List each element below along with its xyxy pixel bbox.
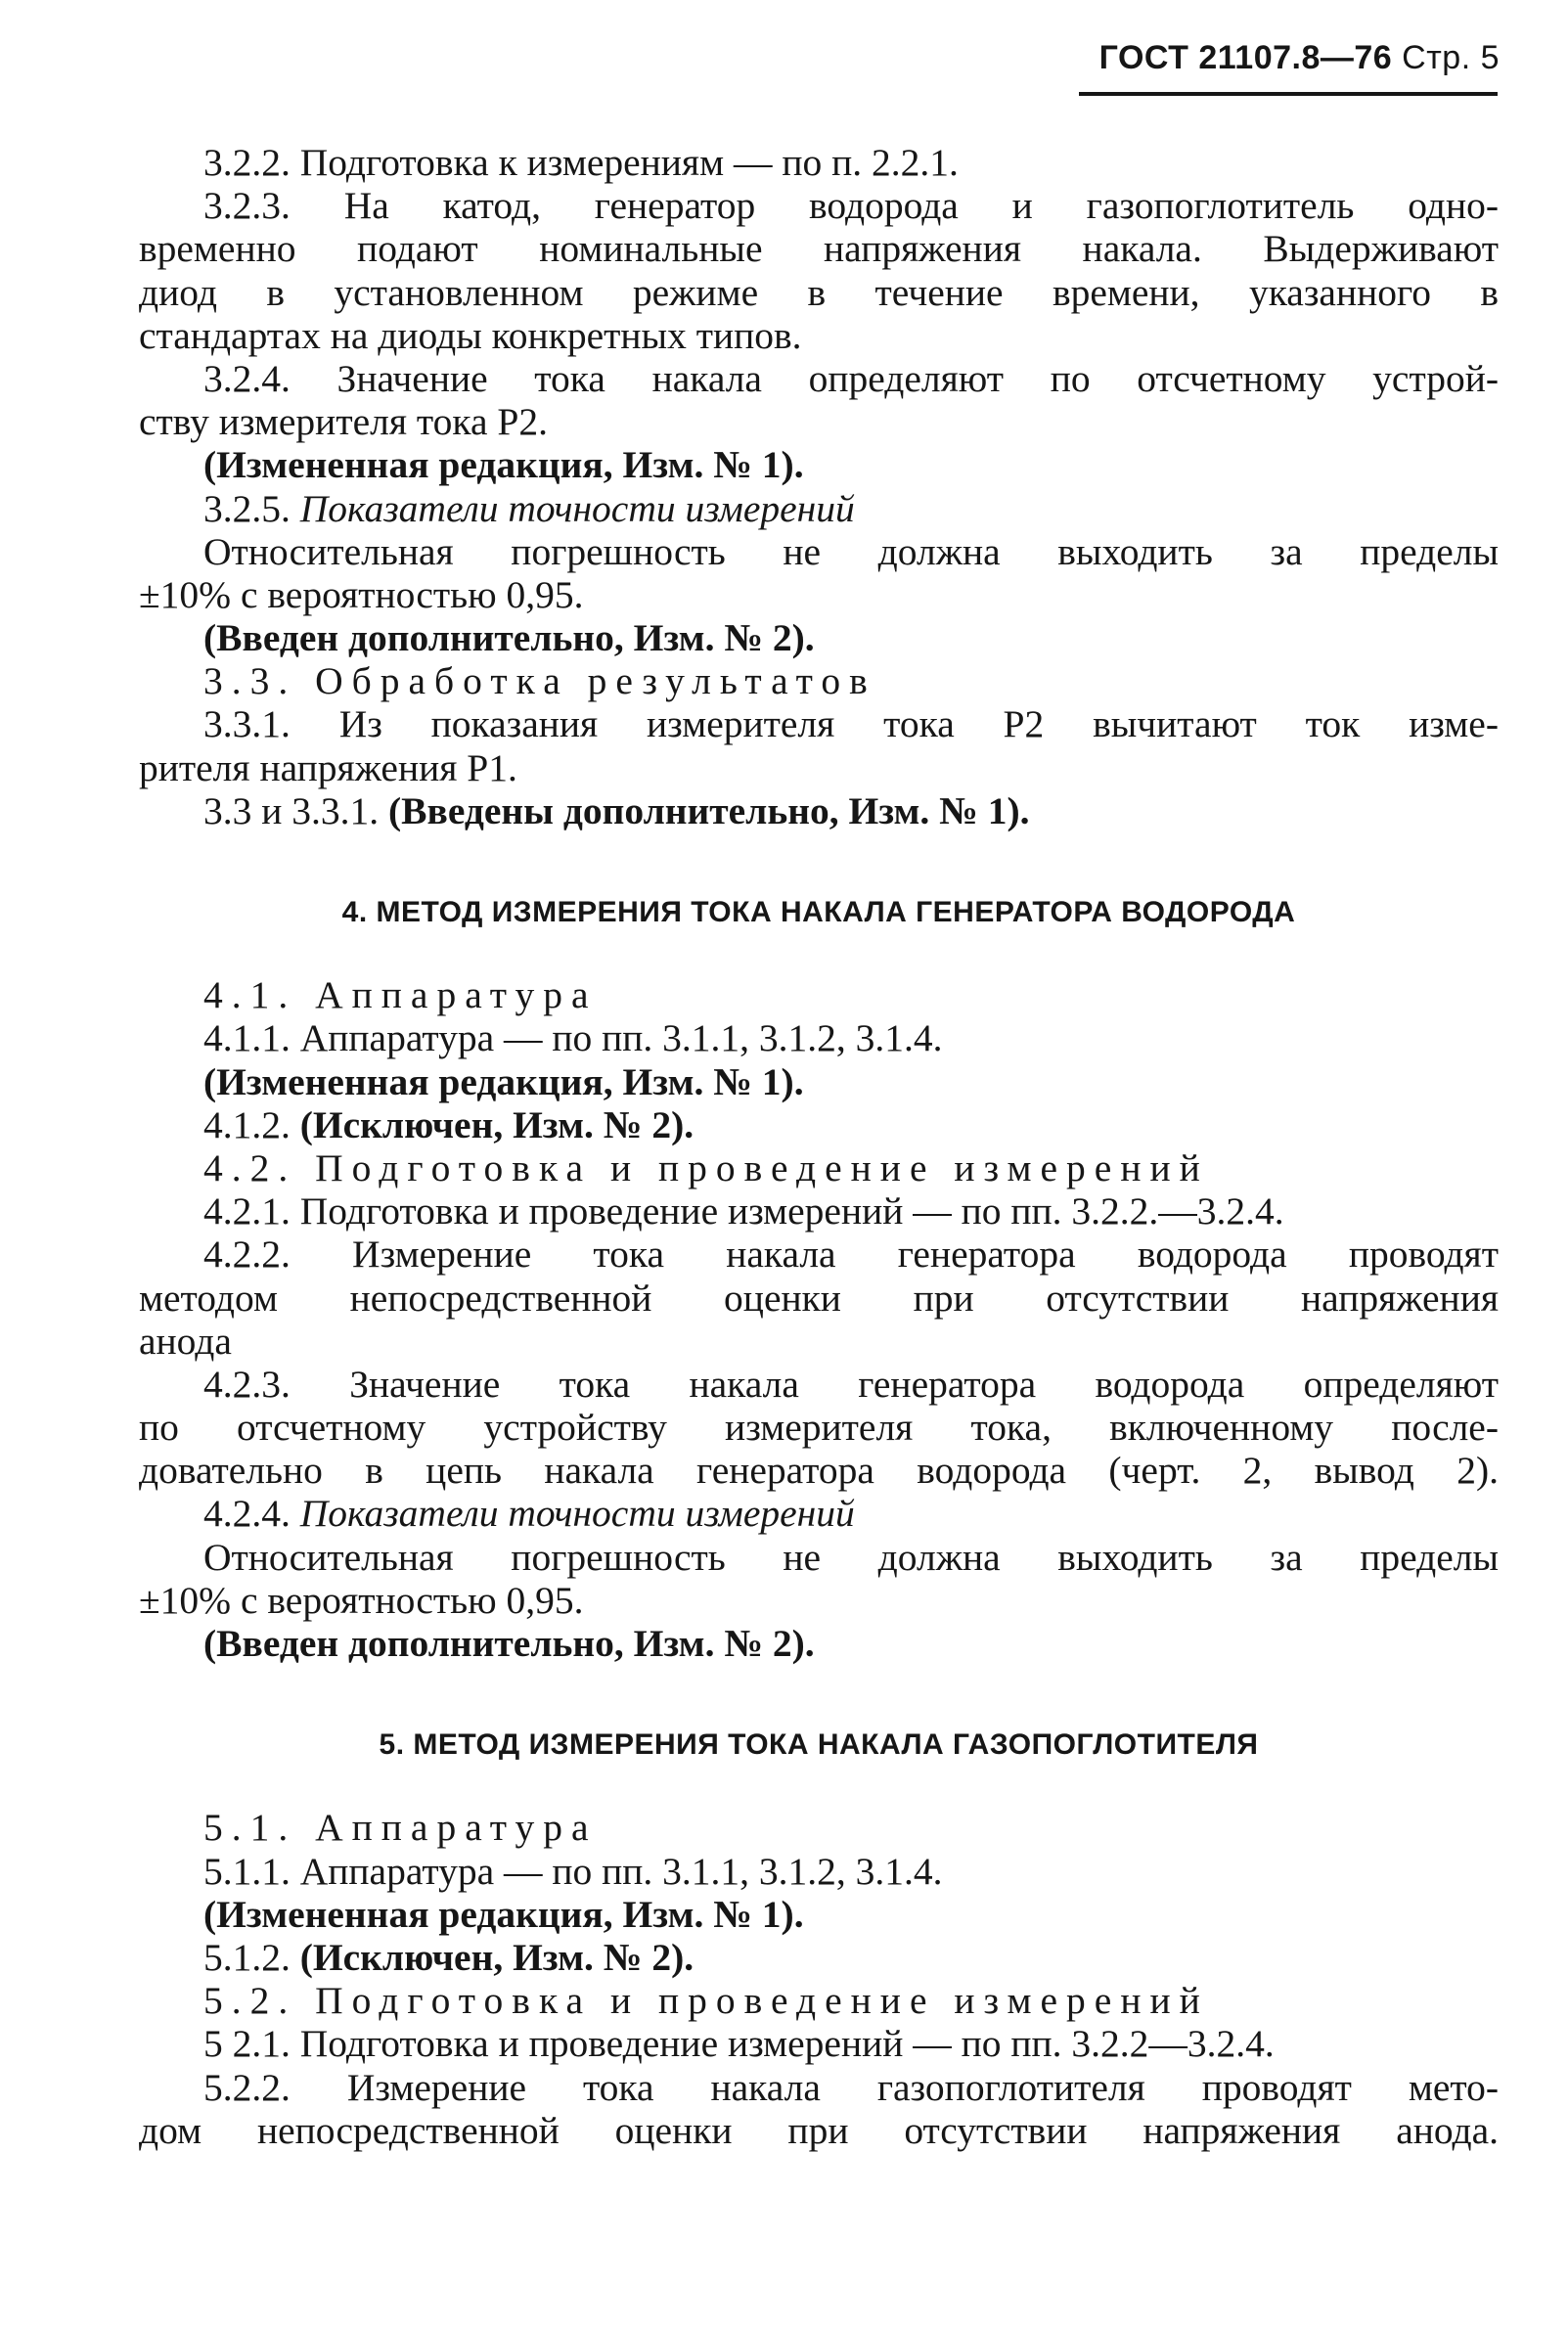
subsection-5-2-title: 5.2. Подготовка и проведение измерений bbox=[203, 1979, 1209, 2023]
paragraph-3-3-1-line-1: 3.3.1. Из показания измерителя тока Р2 вычитают ток изме- bbox=[203, 702, 1499, 746]
paragraph-3-2-3-line-2: временно подают номинальные напряжения накала. Выдерживают bbox=[139, 227, 1499, 271]
paragraph-4-2-2-line-1: 4.2.2. Измерение тока накала генератора водорода проводят bbox=[203, 1233, 1499, 1277]
accuracy-text-line-1: Относительная погрешность не должна выходить за пределы bbox=[203, 529, 1499, 573]
accuracy-text-line-2: ±10% с вероятностью 0,95. bbox=[139, 1578, 584, 1622]
standard-number: ГОСТ 21107.8—76 bbox=[1098, 39, 1393, 76]
paragraph-4-1-2 bbox=[139, 1103, 1499, 1146]
paragraph-5-1-1: 5.1.1. Аппаратура — по пп. 3.1.1, 3.1.2, 3.1.4. bbox=[203, 1849, 943, 1893]
paragraph-number: 3.3 и 3.3.1. bbox=[203, 788, 389, 832]
excluded-note: (Исключен, Изм. № 2). bbox=[299, 1935, 694, 1979]
paragraph-3-2-3-line-3: диод в установленном режиме в течение времени, указанного в bbox=[139, 270, 1499, 314]
accuracy-text-line-1: Относительная погрешность не должна выходить за пределы bbox=[203, 1535, 1499, 1579]
subsection-3-3-title: 3.3. Обработка результатов bbox=[203, 659, 876, 703]
paragraph-4-2-2-line-3: анода bbox=[139, 1319, 232, 1363]
excluded-note: (Исключен, Изм. № 2). bbox=[299, 1102, 694, 1146]
paragraph-number: 4.2.4. bbox=[203, 1492, 300, 1536]
amendment-note: (Измененная редакция, Изм. № 1). bbox=[203, 443, 804, 487]
subsection-5-1-title: 5.1. Аппаратура bbox=[203, 1806, 598, 1850]
paragraph-number: 3.2.5. bbox=[203, 486, 300, 530]
paragraph-3-2-4-line-2: ству измерителя тока Р2. bbox=[139, 400, 548, 444]
paragraph-4-2-4 bbox=[139, 1492, 1499, 1535]
paragraph-number: 5.1.2. bbox=[203, 1935, 300, 1979]
paragraph-5-1-2 bbox=[139, 1936, 1499, 1979]
paragraph-4-1-1: 4.1.1. Аппаратура — по пп. 3.1.1, 3.1.2, 3.1.4. bbox=[203, 1016, 943, 1060]
subsection-title: Показатели точности измерений bbox=[299, 1492, 855, 1536]
paragraph-4-2-1: 4.2.1. Подготовка и проведение измерений — по пп. 3.2.2.—3.2.4. bbox=[203, 1189, 1284, 1233]
paragraph-3-2-5 bbox=[139, 487, 1499, 530]
amendment-note: (Введен дополнительно, Изм. № 2). bbox=[203, 1622, 815, 1665]
paragraph-3-3-1-line-2: рителя напряжения Р1. bbox=[139, 745, 517, 789]
paragraph-3-2-3-line-4: стандартах на диоды конкретных типов. bbox=[139, 313, 802, 357]
paragraph-3-2-4-line-1: 3.2.4. Значение тока накала определяют по отсчетному устрой- bbox=[203, 356, 1499, 400]
amendment-note: (Введен дополнительно, Изм. № 2). bbox=[203, 616, 815, 660]
amendment-text: (Введены дополнительно, Изм. № 1). bbox=[388, 788, 1030, 832]
paragraph-4-2-3-line-1: 4.2.3. Значение тока накала генератора водорода определяют bbox=[203, 1362, 1499, 1406]
amendment-note: (Измененная редакция, Изм. № 1). bbox=[203, 1892, 804, 1936]
document-body bbox=[139, 141, 1499, 2152]
header-underline bbox=[1079, 92, 1498, 96]
amendment-note: (Измененная редакция, Изм. № 1). bbox=[203, 1059, 804, 1103]
subsection-title: Показатели точности измерений bbox=[299, 486, 855, 530]
paragraph-3-2-2: 3.2.2. Подготовка к измерениям — по п. 2.2.1. bbox=[203, 141, 959, 184]
paragraph-5-2-2-line-2: дом непосредственной оценки при отсутствии напряжения анода. bbox=[139, 2108, 1499, 2152]
accuracy-text-line-2: ±10% с вероятностью 0,95. bbox=[139, 572, 584, 616]
subsection-4-2-title: 4.2. Подготовка и проведение измерений bbox=[203, 1145, 1209, 1189]
subsection-4-1-title: 4.1. Аппаратура bbox=[203, 973, 598, 1017]
section-4-heading: 4. МЕТОД ИЗМЕРЕНИЯ ТОКА НАКАЛА ГЕНЕРАТОРА ВОДОРОДА bbox=[341, 896, 1296, 928]
paragraph-5-2-2-line-1: 5.2.2. Измерение тока накала газопоглотителя проводят мето- bbox=[203, 2065, 1499, 2109]
paragraph-4-2-3-line-2: по отсчетному устройству измерителя тока, включенному после- bbox=[139, 1406, 1499, 1450]
paragraph-4-2-2-line-2: методом непосредственной оценки при отсутствии напряжения bbox=[139, 1276, 1499, 1320]
amendment-note-3-3 bbox=[139, 789, 1499, 832]
paragraph-number: 4.1.2. bbox=[203, 1102, 300, 1146]
page-header bbox=[1099, 39, 1500, 77]
paragraph-4-2-3-line-3: довательно в цепь накала генератора водорода (черт. 2, вывод 2). bbox=[139, 1449, 1499, 1493]
page-number: Стр. 5 bbox=[1402, 39, 1500, 76]
section-5-heading: 5. МЕТОД ИЗМЕРЕНИЯ ТОКА НАКАЛА ГАЗОПОГЛОТИТЕЛЯ bbox=[379, 1728, 1259, 1762]
paragraph-5-2-1: 5 2.1. Подготовка и проведение измерений — по пп. 3.2.2—3.2.4. bbox=[203, 2022, 1275, 2066]
paragraph-3-2-3-line-1: 3.2.3. На катод, генератор водорода и газопоглотитель одно- bbox=[203, 184, 1499, 228]
